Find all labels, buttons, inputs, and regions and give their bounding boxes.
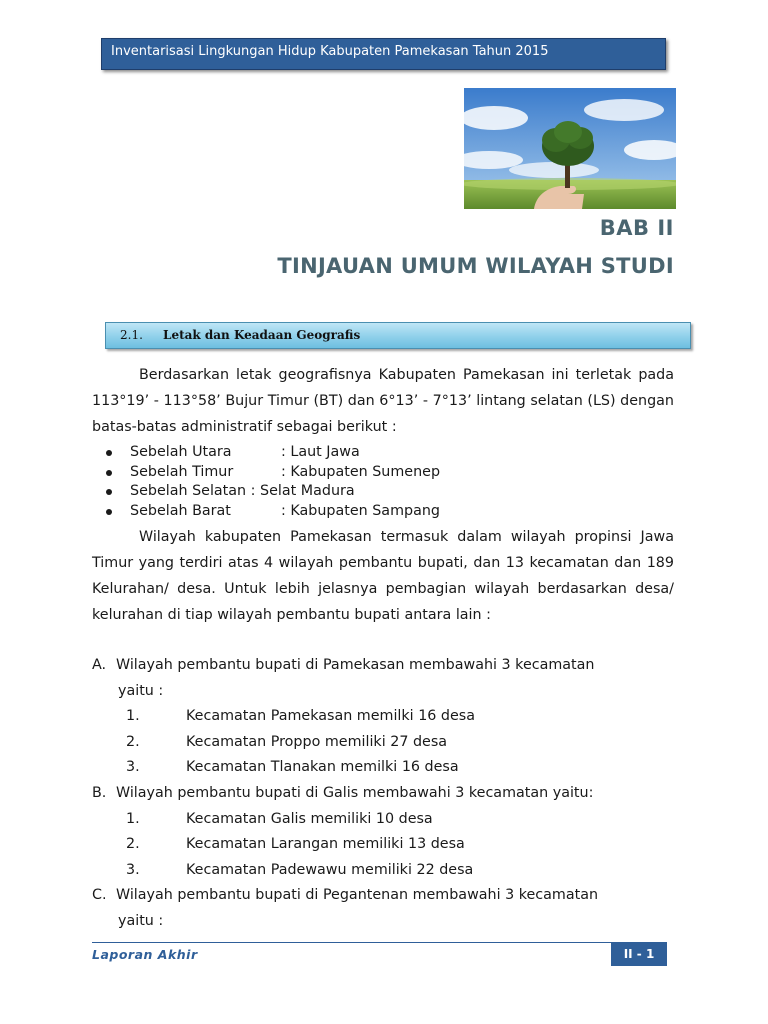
tree-in-hand-photo (464, 88, 676, 209)
region-group-c (92, 883, 674, 934)
border-label: Sebelah Utara (130, 444, 232, 460)
border-label: Sebelah Selatan (130, 483, 247, 499)
section-heading (105, 322, 691, 349)
section-number: 2.1. (120, 328, 143, 342)
list-item (92, 443, 440, 463)
group-text-continued: yaitu : (118, 682, 164, 699)
chapter-number: BAB II (599, 216, 674, 240)
intro-paragraph: Berdasarkan letak geografisnya Kabupaten Pamekasan ini terletak pada 113°19’ - 113°58’ Bujur Timur (BT) dan 6°13’ - 7°13’ lintang selatan (LS) dengan batas-batas administratif sebagai berikut : (92, 367, 674, 435)
list-item: 3. Kecamatan Tlanakan memilki 16 desa (126, 759, 459, 775)
group-letter: C. (92, 887, 107, 903)
list-item (92, 482, 440, 502)
group-text: Wilayah pembantu bupati di Galis membawahi 3 kecamatan yaitu: (116, 785, 594, 801)
list-item: 2. Kecamatan Proppo memiliki 27 desa (126, 733, 448, 750)
border-value: : Laut Jawa (281, 444, 360, 460)
list-item: 1. Kecamatan Pamekasan memilki 16 desa (126, 708, 476, 724)
document-header-banner (101, 38, 666, 70)
list-item (92, 463, 440, 483)
chapter-title: TINJAUAN UMUM WILAYAH STUDI (277, 254, 674, 278)
border-label: Sebelah Timur (130, 463, 234, 480)
group-text: Wilayah pembantu bupati di Pegantenan membawahi 3 kecamatan (116, 887, 599, 903)
district-list (92, 807, 674, 884)
footer-page-number: II - 1 (611, 943, 667, 966)
border-list (92, 443, 440, 521)
footer-divider (92, 942, 667, 943)
region-paragraph: Wilayah kabupaten Pamekasan termasuk dalam wilayah propinsi Jawa Timur yang terdiri atas 4 wilayah pembantu bupati, dan 13 kecamatan dan 189 Kelurahan/ desa. Untuk lebih jelasnya pembagian wilayah berdasarkan desa/ kelurahan di tiap wilayah pembantu bupati antara lain : (92, 529, 674, 623)
list-item: 3. Kecamatan Padewawu memiliki 22 desa (126, 861, 474, 878)
group-letter: A. (92, 657, 107, 673)
list-item (92, 502, 440, 522)
border-value: : Kabupaten Sumenep (281, 463, 441, 480)
region-group-b (92, 781, 674, 883)
district-list (92, 704, 674, 781)
list-item: 1. Kecamatan Galis memiliki 10 desa (126, 810, 433, 827)
group-text: Wilayah pembantu bupati di Pamekasan membawahi 3 kecamatan (116, 657, 595, 673)
section-label: Letak dan Keadaan Geografis (163, 328, 361, 342)
footer-report-label: Laporan Akhir (92, 947, 198, 962)
group-letter: B. (92, 785, 107, 801)
region-group-a (92, 653, 674, 781)
border-value: : Selat Madura (250, 483, 355, 499)
group-text-continued: yaitu : (118, 912, 164, 929)
border-value: : Kabupaten Sampang (281, 502, 440, 519)
document-header-title: Inventarisasi Lingkungan Hidup Kabupaten Pamekasan Tahun 2015 (111, 44, 549, 59)
list-item: 2. Kecamatan Larangan memiliki 13 desa (126, 836, 465, 852)
border-label: Sebelah Barat (130, 502, 231, 519)
